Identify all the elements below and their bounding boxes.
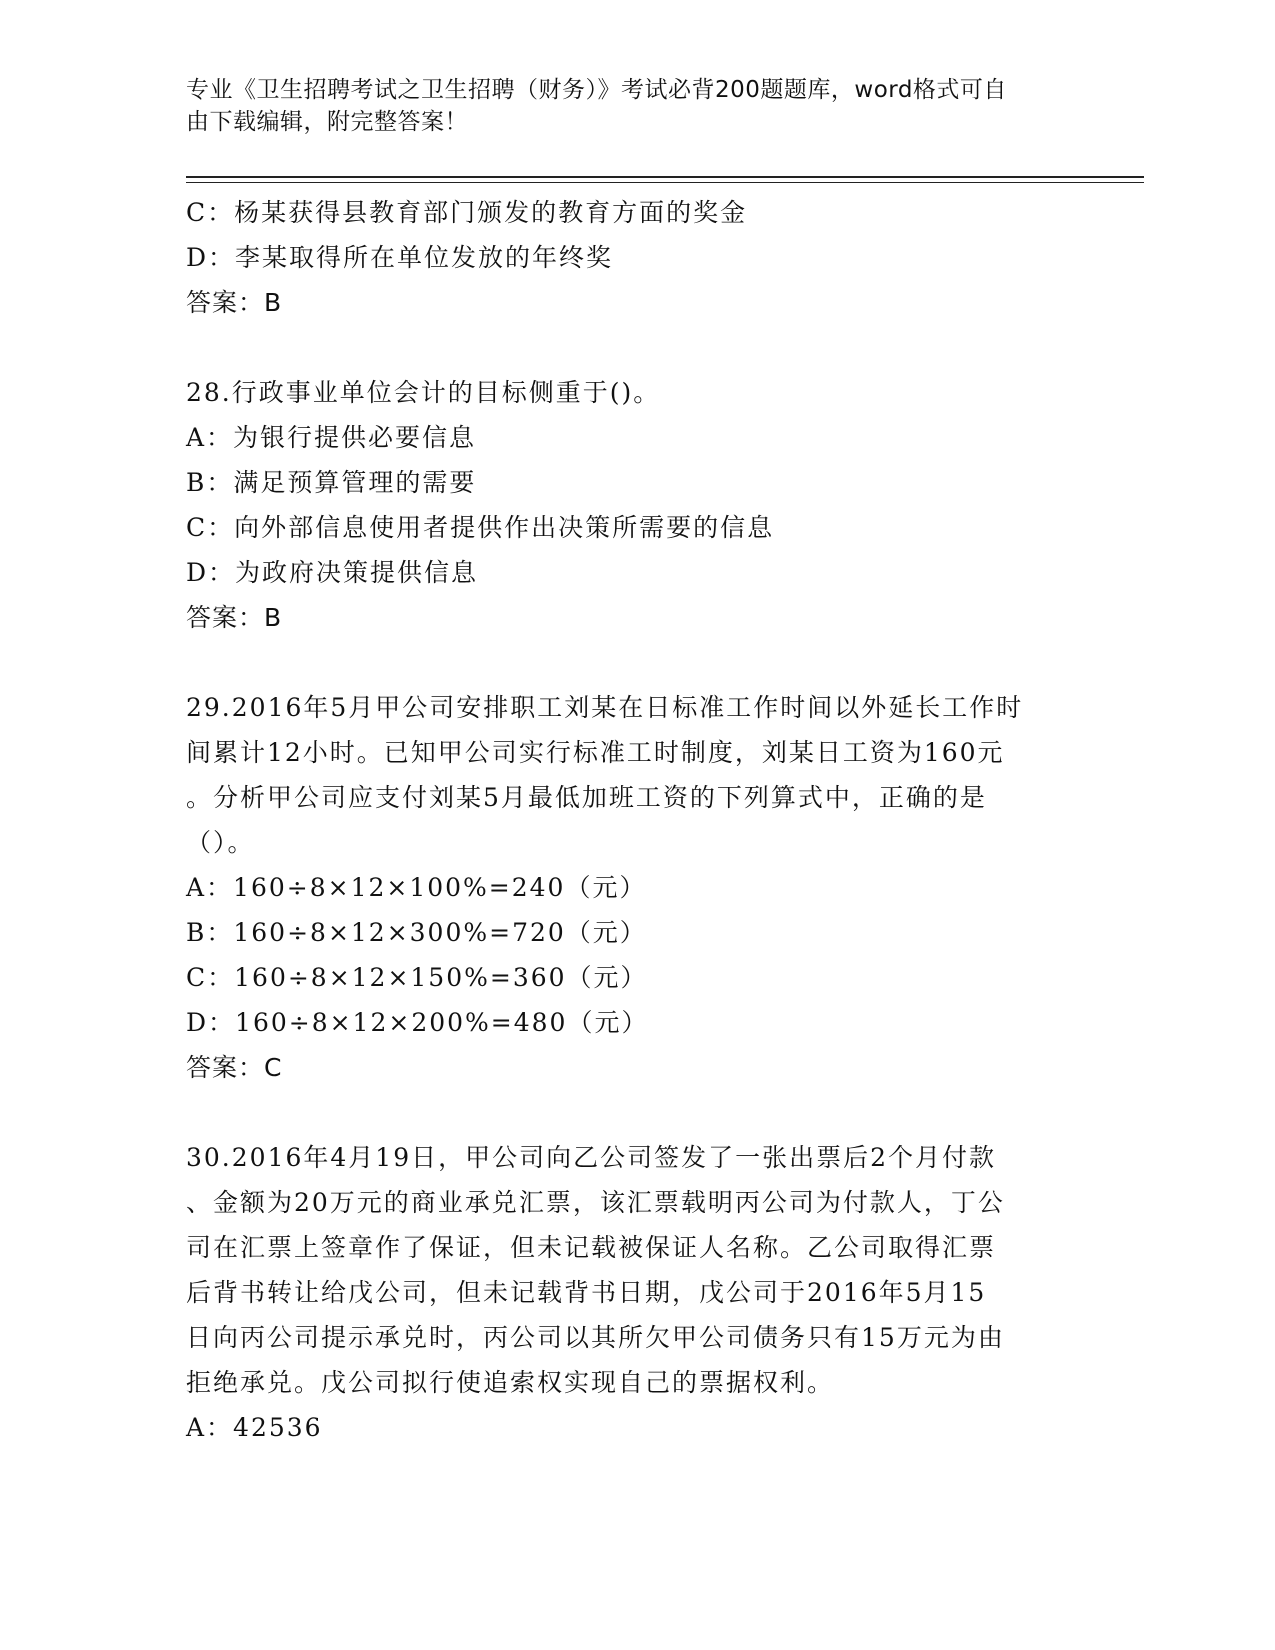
header-divider-thin: [186, 182, 1144, 183]
question-stem-line: 29.2016年5月甲公司安排职工刘某在日标准工作时间以外延长工作时: [186, 693, 1024, 722]
option-c: C：向外部信息使用者提供作出决策所需要的信息: [186, 513, 775, 542]
question-30: [186, 1135, 1086, 1450]
question-stem: 28.行政事业单位会计的目标侧重于()。: [186, 378, 661, 407]
question-stem-line: （）。: [186, 828, 255, 857]
prev-question-block: [186, 190, 1086, 325]
option-d: D：李某取得所在单位发放的年终奖: [186, 243, 614, 272]
answer-line: 答案：C: [186, 1053, 283, 1082]
question-28: [186, 370, 1086, 640]
question-stem-line: 间累计12小时。已知甲公司实行标准工时制度，刘某日工资为160元: [186, 738, 1005, 767]
option-b: B：160÷8×12×300%=720（元）: [186, 918, 647, 947]
spacer: [186, 1090, 1086, 1135]
header-divider-thick: [186, 176, 1144, 178]
answer-line: 答案：B: [186, 288, 283, 317]
answer-line: 答案：B: [186, 603, 283, 632]
spacer: [186, 640, 1086, 685]
header-title-line-1: 专业《卫生招聘考试之卫生招聘（财务）》考试必背200题题库，word格式可自: [186, 77, 1007, 103]
option-a: A：42536: [186, 1413, 323, 1442]
header-title-line-2: 由下载编辑，附完整答案！: [186, 109, 468, 135]
question-stem-line: 拒绝承兑。戊公司拟行使追索权实现自己的票据权利。: [186, 1368, 835, 1397]
document-header: [186, 74, 1066, 138]
question-stem-line: 司在汇票上签章作了保证，但未记载被保证人名称。乙公司取得汇票: [186, 1233, 997, 1262]
option-b: B：满足预算管理的需要: [186, 468, 477, 497]
question-stem-line: 30.2016年4月19日，甲公司向乙公司签发了一张出票后2个月付款: [186, 1143, 997, 1172]
option-a: A：160÷8×12×100%=240（元）: [186, 873, 647, 902]
option-c: C：160÷8×12×150%=360（元）: [186, 963, 648, 992]
option-c: C：杨某获得县教育部门颁发的教育方面的奖金: [186, 198, 748, 227]
option-d: D：160÷8×12×200%=480（元）: [186, 1008, 649, 1037]
question-stem-line: 、金额为20万元的商业承兑汇票，该汇票载明丙公司为付款人，丁公: [186, 1188, 1005, 1217]
question-stem-line: 日向丙公司提示承兑时，丙公司以其所欠甲公司债务只有15万元为由: [186, 1323, 1005, 1352]
spacer: [186, 325, 1086, 370]
question-29: [186, 685, 1086, 1090]
option-d: D：为政府决策提供信息: [186, 558, 479, 587]
question-stem-line: 。分析甲公司应支付刘某5月最低加班工资的下列算式中，正确的是: [186, 783, 987, 812]
option-a: A：为银行提供必要信息: [186, 423, 477, 452]
question-stem-line: 后背书转让给戊公司，但未记载背书日期，戊公司于2016年5月15: [186, 1278, 987, 1307]
question-content: [186, 190, 1086, 1450]
